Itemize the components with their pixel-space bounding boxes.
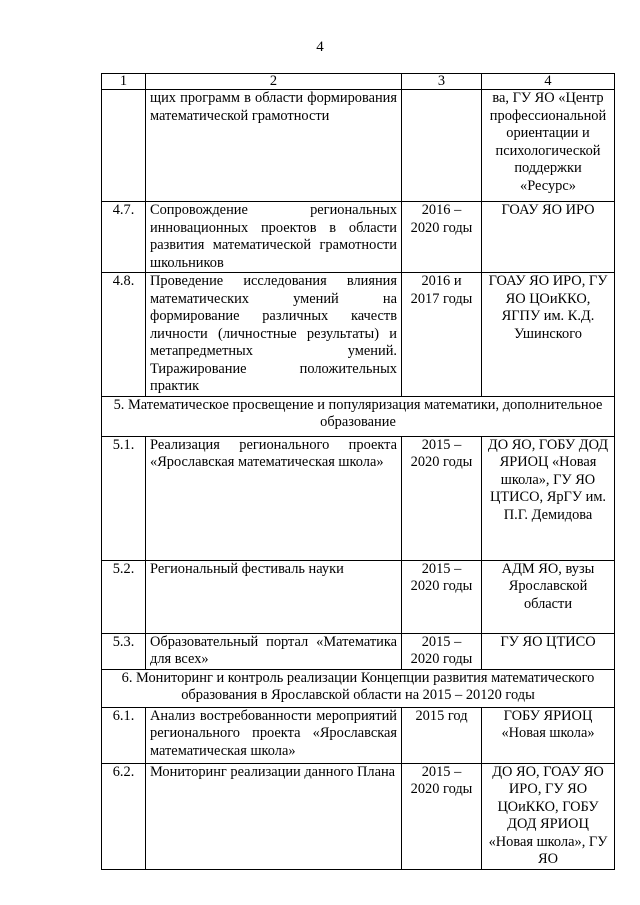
page-number: 4 xyxy=(316,39,324,55)
row-period xyxy=(402,90,482,202)
row-activity: щих программ в области формирования математической грамотности xyxy=(146,90,402,202)
row-executor: АДМ ЯО, вузы Ярославской области xyxy=(482,560,615,633)
row-number: 5.2. xyxy=(102,560,146,633)
row-executor: ва, ГУ ЯО «Центр профессиональной ориентации и психологической поддержки «Ресурс» xyxy=(482,90,615,202)
table-row xyxy=(102,633,615,669)
table-row xyxy=(102,560,615,633)
row-number: 5.3. xyxy=(102,633,146,669)
row-number: 5.1. xyxy=(102,436,146,560)
column-header: 4 xyxy=(482,74,615,90)
section-heading-row xyxy=(102,669,615,707)
column-header: 2 xyxy=(146,74,402,90)
table-row xyxy=(102,436,615,560)
row-period: 2016 – 2020 годы xyxy=(402,202,482,273)
row-activity: Региональный фестиваль науки xyxy=(146,560,402,633)
row-executor: ГОБУ ЯРИОЦ «Новая школа» xyxy=(482,707,615,763)
row-period: 2015 – 2020 годы xyxy=(402,633,482,669)
table-row xyxy=(102,273,615,397)
row-number: 4.7. xyxy=(102,202,146,273)
row-activity: Сопровождение региональных инновационных проектов в области развития математической грамотности школьников xyxy=(146,202,402,273)
row-executor: ДО ЯО, ГОАУ ЯО ИРО, ГУ ЯО ЦОиККО, ГОБУ ДОД ЯРИОЦ «Новая школа», ГУ ЯО xyxy=(482,763,615,869)
row-activity: Мониторинг реализации данного Плана xyxy=(146,763,402,869)
row-executor: ГОАУ ЯО ИРО xyxy=(482,202,615,273)
row-period: 2016 и 2017 годы xyxy=(402,273,482,397)
table-row xyxy=(102,90,615,202)
table-header-row xyxy=(102,74,615,90)
table-row xyxy=(102,202,615,273)
table-row xyxy=(102,763,615,869)
section-heading: 6. Мониторинг и контроль реализации Концепции развития математического образования в Ярославской области на 2015 – 20120 годы xyxy=(102,669,615,707)
row-number: 6.1. xyxy=(102,707,146,763)
column-header: 3 xyxy=(402,74,482,90)
row-executor: ГОАУ ЯО ИРО, ГУ ЯО ЦОиККО, ЯГПУ им. К.Д. Ушинского xyxy=(482,273,615,397)
section-heading-row xyxy=(102,396,615,436)
table-row xyxy=(102,707,615,763)
row-period: 2015 – 2020 годы xyxy=(402,560,482,633)
row-period: 2015 – 2020 годы xyxy=(402,436,482,560)
row-activity: Реализация регионального проекта «Ярославская математическая школа» xyxy=(146,436,402,560)
section-heading: 5. Математическое просвещение и популяризация математики, дополнительное образование xyxy=(102,396,615,436)
row-period: 2015 год xyxy=(402,707,482,763)
row-executor: ДО ЯО, ГОБУ ДОД ЯРИОЦ «Новая школа», ГУ ЯО ЦТИСО, ЯрГУ им. П.Г. Демидова xyxy=(482,436,615,560)
row-activity: Анализ востребованности мероприятий регионального проекта «Ярославская математическая школа» xyxy=(146,707,402,763)
row-period: 2015 – 2020 годы xyxy=(402,763,482,869)
column-header: 1 xyxy=(102,74,146,90)
row-number: 4.8. xyxy=(102,273,146,397)
row-executor: ГУ ЯО ЦТИСО xyxy=(482,633,615,669)
row-activity: Образовательный портал «Математика для всех» xyxy=(146,633,402,669)
row-number: 6.2. xyxy=(102,763,146,869)
row-number xyxy=(102,90,146,202)
action-plan-table xyxy=(101,73,615,870)
row-activity: Проведение исследования влияния математических умений на формирование различных качеств личности (личностные результаты) и метапредметных умений. Тиражирование положительных практик xyxy=(146,273,402,397)
